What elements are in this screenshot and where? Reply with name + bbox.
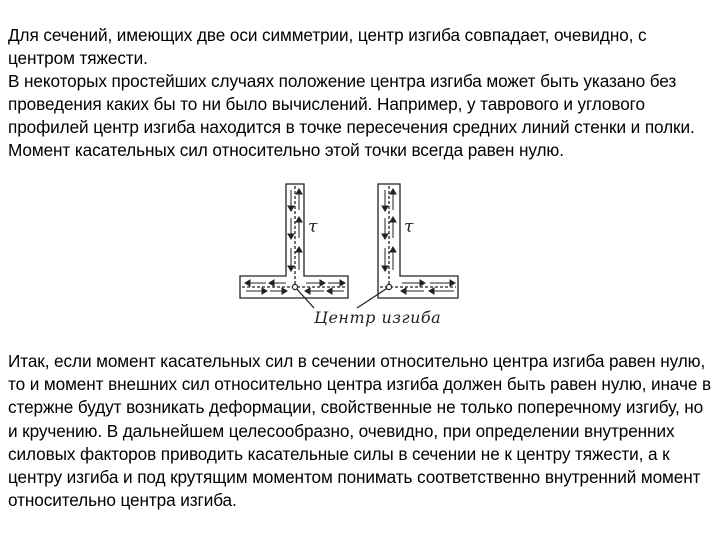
angle-profile-outline <box>378 184 458 298</box>
bending-center-label: Центр изгиба <box>314 308 442 327</box>
intro-text <box>8 24 714 162</box>
tau-left: τ <box>308 217 318 237</box>
conclusion-text <box>8 350 716 512</box>
tau-right: τ <box>404 217 414 237</box>
intro-paragraph-2: В некоторых простейших случаях положение центра изгиба может быть указано без проведения каких бы то ни было вычислений. Например, у таврового и углового профилей центр изгиба находится в точке пересечения средних линий стенки и полки. Момент касательных сил относительно этой точки всегда равен нулю. <box>8 71 695 160</box>
angle-bending-center <box>386 284 391 289</box>
intro-paragraph-1: Для сечений, имеющих две оси симметрии, центр изгиба совпадает, очевидно, с центром тяжести. <box>8 25 647 68</box>
tee-bending-center <box>292 284 297 289</box>
bending-center-figure <box>232 180 467 330</box>
tee-profile-outline <box>240 184 348 298</box>
conclusion-paragraph: Итак, если момент касательных сил в сечении относительно центра изгиба равен нулю, то и момент внешних сил относительно центра изгиба должен быть равен нулю, иначе в стержне будут возникать деформации, свойственные не только поперечному изгибу, но и кручению. В дальнейшем целесообразно, очевидно, при определении внутренних силовых факторов приводить касательные силы в сечении не к центру тяжести, а к центру изгиба и под крутящим моментом понимать соответственно внутренний момент относительно центра изгиба. <box>8 351 711 511</box>
